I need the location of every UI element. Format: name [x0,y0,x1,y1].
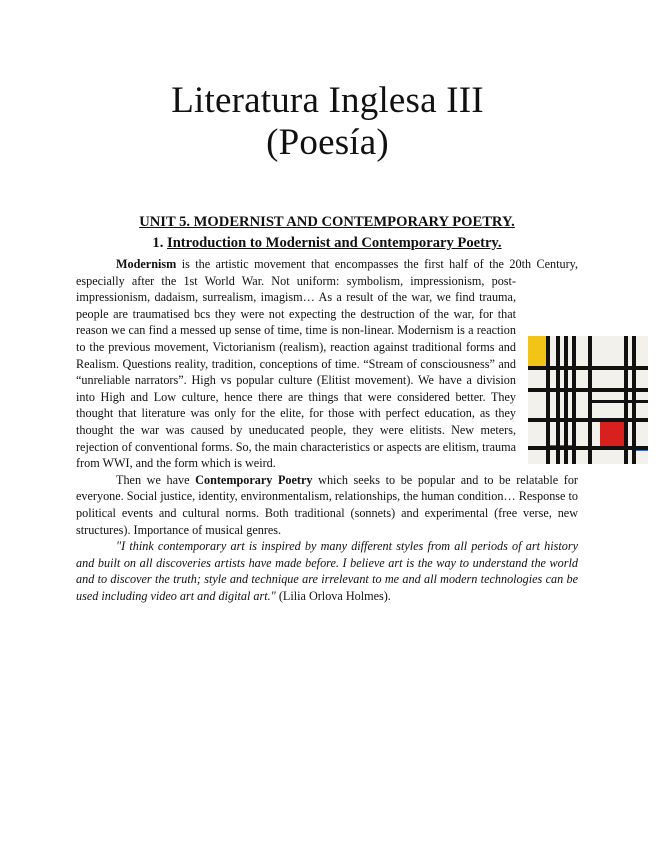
unit-heading: UNIT 5. MODERNIST AND CONTEMPORARY POETRY. [139,214,515,230]
mondrian-image [528,336,648,464]
modernism-text: is the artistic movement that encompasses the first half of the 20th Century, especially after the 1st World War. Not uniform: symbolism, impressionism, post-impressionism, dadaism, surrealism, imagism… As a result of the war, we find trauma, people are traumatised bcs they were not expecting the destruction of the war, for that reason we can find a messed up sense of time, time is non-linear. Modernism is a reaction to the previous movement, Victorianism (realism), reaction against traditional forms and Realism. Questions reality, tradition, conceptions of time. “Stream of consciousness” and “unreliable narrators”. High vs popular culture (Elitist movement). We have a division into High and Low culture, hence there are things that were considered better. They thought that literature was only for the elite, for those with perfect education, as they thought the war was caused by uneducated people, they were elitists. New meters, rejection of conventional forms. So, the main characteristics or aspects are elitism, trauma from WWI, and the form which is weird. [76,257,578,471]
paragraph-contemporary [76,472,578,538]
section-number: 1. [152,235,164,251]
body-text [76,256,578,604]
contemporary-text: which seeks to be popular and to be relatable for everyone. Social justice, identity, environmentalism, relationships, the human condition… Response to political events and cultural norms. Both traditional (sonnets) and experimental (free verse, new structures). Importance of musical genres. [76,472,578,537]
term-contemporary-poetry: Contemporary Poetry [195,472,313,487]
quote-attribution: (Lilia Orlova Holmes). [275,588,391,603]
section-heading [76,235,578,252]
section-title: Introduction to Modernist and Contemporary Poetry. [167,235,502,251]
title-line-2: (Poesía) [266,122,389,163]
term-modernism: Modernism [116,257,177,271]
quote-text: "I think contemporary art is inspired by many different styles from all periods of art history and built on all discoveries artists have made before. I believe art is the way to understand the world and to discover the truth; style and technique are irrelevant to me and all modern technologies can be used including video art and digital art." [76,539,578,603]
document-title [0,80,655,164]
title-line-1: Literatura Inglesa III [171,80,484,121]
contemporary-intro: Then we have [116,472,196,487]
paragraph-quote [76,538,578,604]
paragraph-modernism [76,256,578,472]
